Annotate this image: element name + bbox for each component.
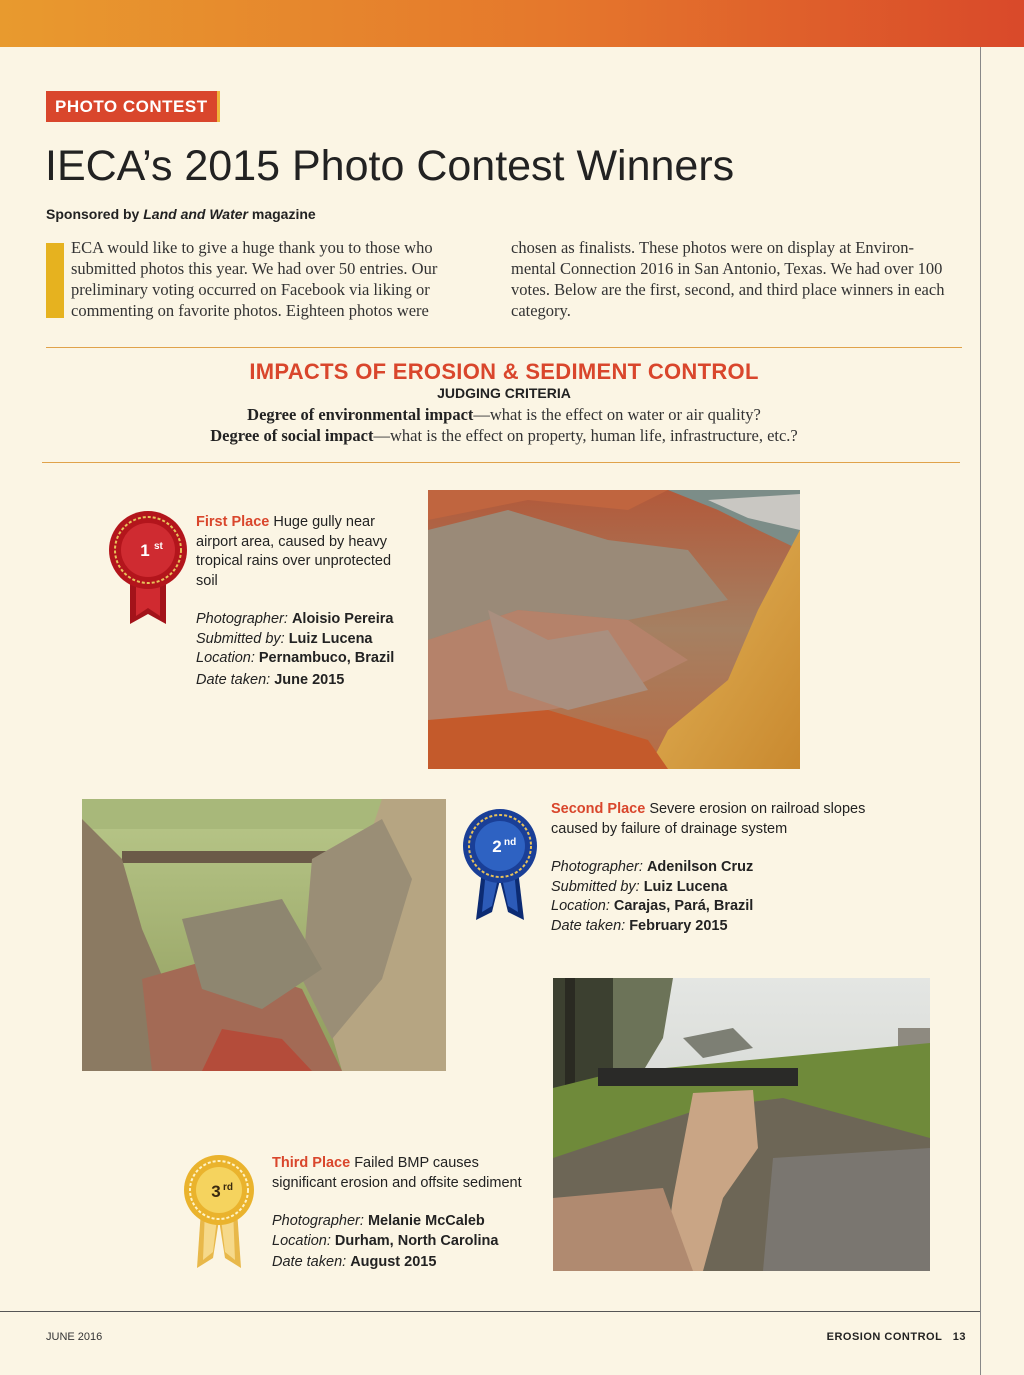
- section-badge: PHOTO CONTEST: [46, 91, 220, 122]
- first-location: Pernambuco, Brazil: [258, 650, 395, 666]
- third-ribbon-number: 3: [211, 1182, 221, 1201]
- second-date: February 2015: [629, 917, 728, 934]
- second-location: Carajas, Pará, Brazil: [613, 898, 754, 914]
- third-photographer-label: Photographer:: [272, 1213, 364, 1229]
- first-submitted-label: Submitted by:: [196, 630, 285, 647]
- intro-column-1: ECA would like to give a huge thank you to those who submitted photos this year. We had over 50 entries. Our preliminary voting occurred on Facebook via liking or commenting on favorite photos. Eighteen photos were: [71, 238, 438, 320]
- criteria-line-1: [0, 405, 1008, 425]
- sponsor-name: Land and Water: [143, 206, 248, 222]
- first-date: June 2015: [274, 671, 345, 688]
- second-submitted-label: Submitted by:: [551, 878, 640, 895]
- intro-column-2: chosen as finalists. These photos were on display at Environ-mental Connection 2016 in San Antonio, Texas. We had over 100 votes. Below are the first, second, and third place winners in each category.: [511, 238, 945, 320]
- first-desc: Huge gully near airport area, caused by heavy tropical rains over unprotected soil: [196, 514, 392, 589]
- right-margin-rule: [980, 47, 981, 1375]
- divider-top: [46, 347, 962, 348]
- footer-page: EROSION CONTROL 13: [826, 1331, 966, 1343]
- third-date: August 2015: [350, 1254, 437, 1270]
- second-desc: Severe erosion on railroad slopes caused by failure of drainage system: [551, 801, 866, 837]
- second-place-ribbon-icon: [460, 808, 540, 923]
- first-place-entry: [196, 513, 406, 690]
- third-place-ribbon-icon: [183, 1154, 255, 1272]
- third-location: Durham, North Carolina: [334, 1232, 499, 1249]
- first-place-photo: [428, 490, 800, 769]
- first-photographer-label: Photographer:: [196, 611, 288, 627]
- criteria-title: JUDGING CRITERIA: [437, 385, 571, 401]
- third-desc: Failed BMP causes significant erosion and offsite sediment: [272, 1155, 522, 1191]
- top-color-bar: [0, 0, 1024, 47]
- third-photographer: Melanie McCaleb: [367, 1213, 485, 1229]
- criteria-1-rest: —what is the effect on water or air quality?: [473, 405, 761, 424]
- footer-rule: [0, 1311, 980, 1312]
- divider-bottom: [42, 462, 960, 463]
- first-ribbon-number: 1: [140, 541, 150, 560]
- first-place-ribbon-icon: [108, 510, 188, 628]
- second-place-label: Second Place: [551, 801, 646, 817]
- third-location-label: Location:: [272, 1232, 331, 1249]
- criteria-1-bold: Degree of environmental impact: [247, 405, 474, 424]
- sponsor-prefix: Sponsored by: [46, 206, 144, 222]
- first-location-label: Location:: [196, 650, 255, 666]
- first-photographer: Aloisio Pereira: [291, 611, 394, 627]
- first-ribbon-sup: st: [154, 541, 163, 552]
- criteria-line-2: [0, 426, 1008, 446]
- sponsor-line: [46, 206, 316, 222]
- second-submitted: Luiz Lucena: [643, 878, 728, 895]
- third-date-label: Date taken:: [272, 1254, 347, 1270]
- criteria-2-bold: Degree of social impact: [210, 426, 374, 445]
- sponsor-suffix: magazine: [248, 206, 316, 222]
- second-place-entry: [551, 800, 911, 936]
- section-title: IMPACTS OF EROSION & SEDIMENT CONTROL: [249, 359, 759, 384]
- page-title: IECA’s 2015 Photo Contest Winners: [45, 142, 735, 190]
- first-date-label: Date taken:: [196, 671, 271, 688]
- first-submitted: Luiz Lucena: [288, 630, 373, 647]
- second-ribbon-number: 2: [492, 837, 502, 856]
- footer-date: JUNE 2016: [46, 1331, 103, 1343]
- second-photographer: Adenilson Cruz: [646, 859, 754, 875]
- third-place-entry: [272, 1154, 547, 1273]
- third-ribbon-sup: rd: [223, 1182, 233, 1193]
- third-place-label: Third Place: [272, 1155, 351, 1171]
- second-place-photo: [82, 799, 446, 1071]
- criteria-2-rest: —what is the effect on property, human life, infrastructure, etc.?: [373, 426, 798, 445]
- drop-cap-bar: [46, 243, 64, 318]
- second-location-label: Location:: [551, 898, 614, 914]
- third-place-photo: [553, 978, 930, 1271]
- second-date-label: Date taken:: [551, 917, 626, 934]
- second-ribbon-sup: nd: [504, 837, 517, 848]
- first-place-label: First Place: [196, 514, 270, 530]
- second-photographer-label: Photographer:: [551, 859, 643, 875]
